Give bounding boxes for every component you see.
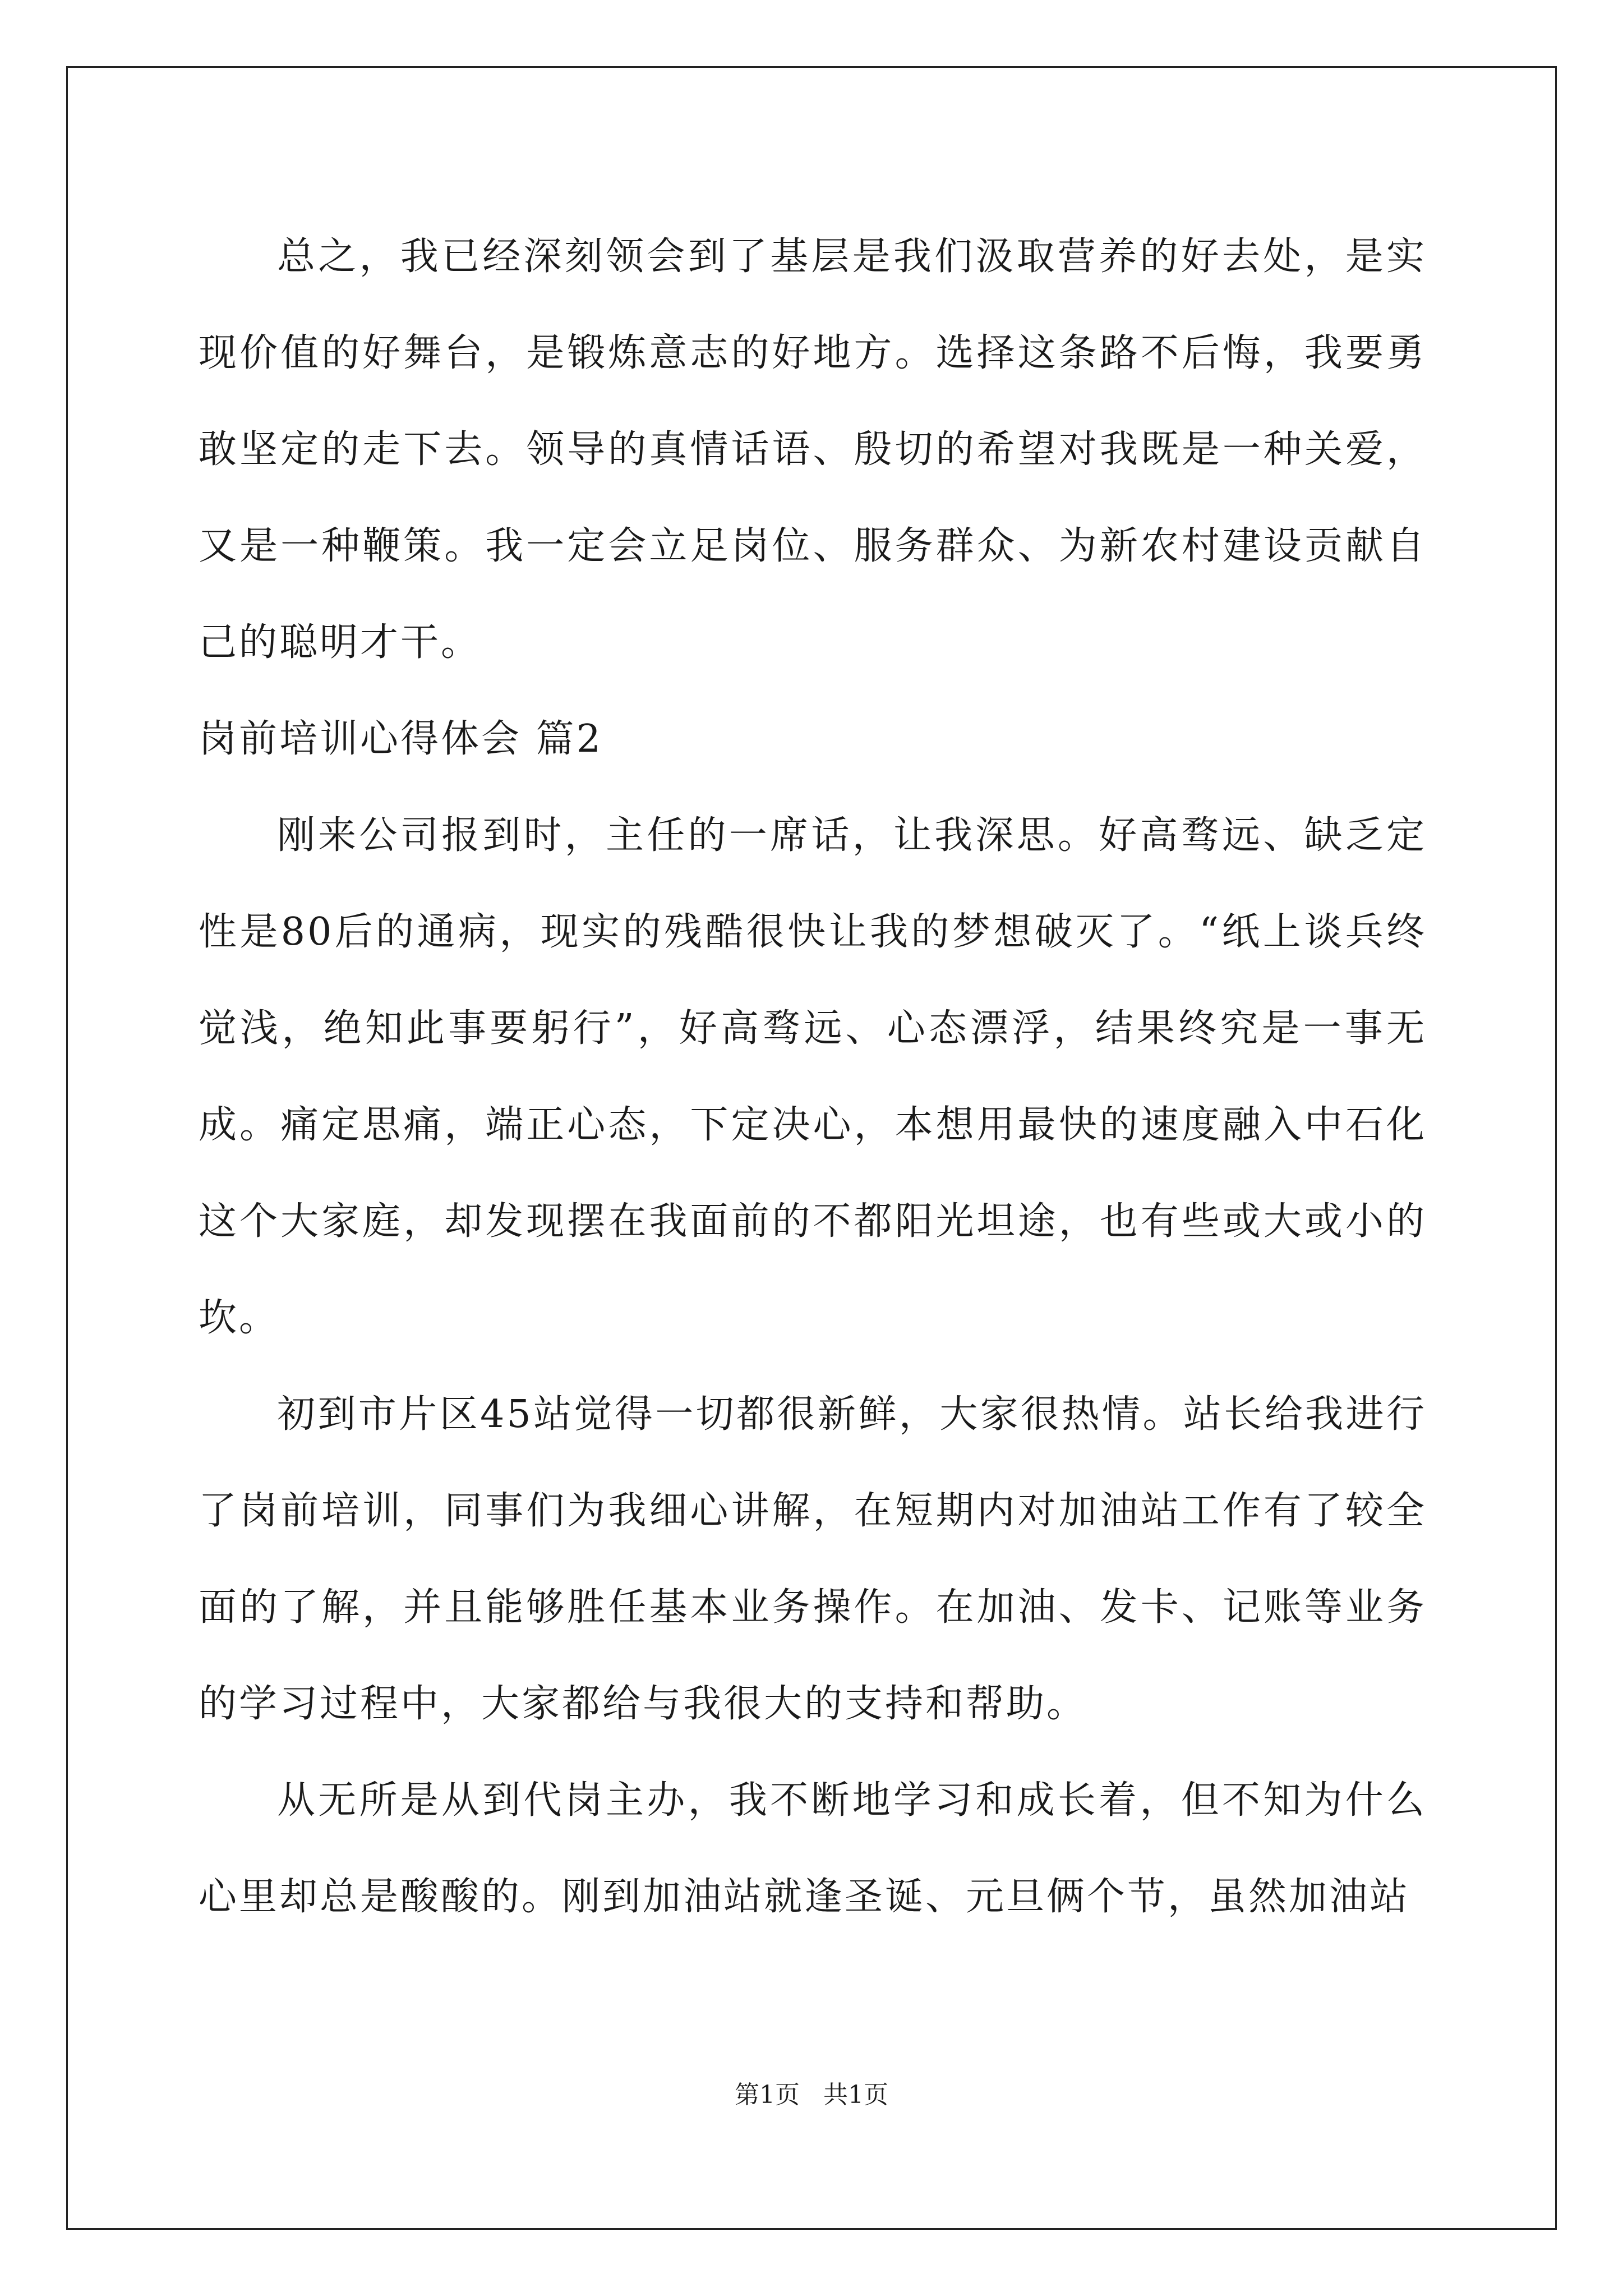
paragraph-growth: 从无所是从到代岗主办，我不断地学习和成长着，但不知为什么心里却总是酸酸的。刚到加油站就逢圣诞、元旦俩个节，虽然加油站	[199, 1778, 1427, 1919]
section-heading: 岗前培训心得体会 篇2	[199, 717, 603, 761]
page-number-total: 共1页	[823, 2081, 888, 2109]
paragraph-summary: 总之，我已经深刻领会到了基层是我们汲取营养的好去处，是实现价值的好舞台，是锻炼意志的好地方。选择这条路不后悔，我要勇敢坚定的走下去。领导的真情话语、殷切的希望对我既是一种关爱，又是一种鞭策。我一定会立足岗位、服务群众、为新农村建设贡献自己的聪明才干。	[199, 234, 1427, 665]
page-footer	[0, 2078, 1623, 2112]
paragraph-station-training: 初到市片区45站觉得一切都很新鲜，大家很热情。站长给我进行了岗前培训，同事们为我细心讲解，在短期内对加油站工作有了较全面的了解，并且能够胜任基本业务操作。在加油、发卡、记账等业务的学习过程中，大家都给与我很大的支持和帮助。	[199, 1392, 1427, 1726]
paragraph-arrival: 刚来公司报到时，主任的一席话，让我深思。好高骛远、缺乏定性是80后的通病，现实的残酷很快让我的梦想破灭了。“纸上谈兵终觉浅，绝知此事要躬行”，好高骛远、心态漂浮，结果终究是一事无成。痛定思痛，端正心态，下定决心，本想用最快的速度融入中石化这个大家庭，却发现摆在我面前的不都阳光坦途，也有些或大或小的坎。	[199, 813, 1427, 1340]
page-number-current: 第1页	[735, 2081, 800, 2109]
document-body	[199, 209, 1427, 1945]
